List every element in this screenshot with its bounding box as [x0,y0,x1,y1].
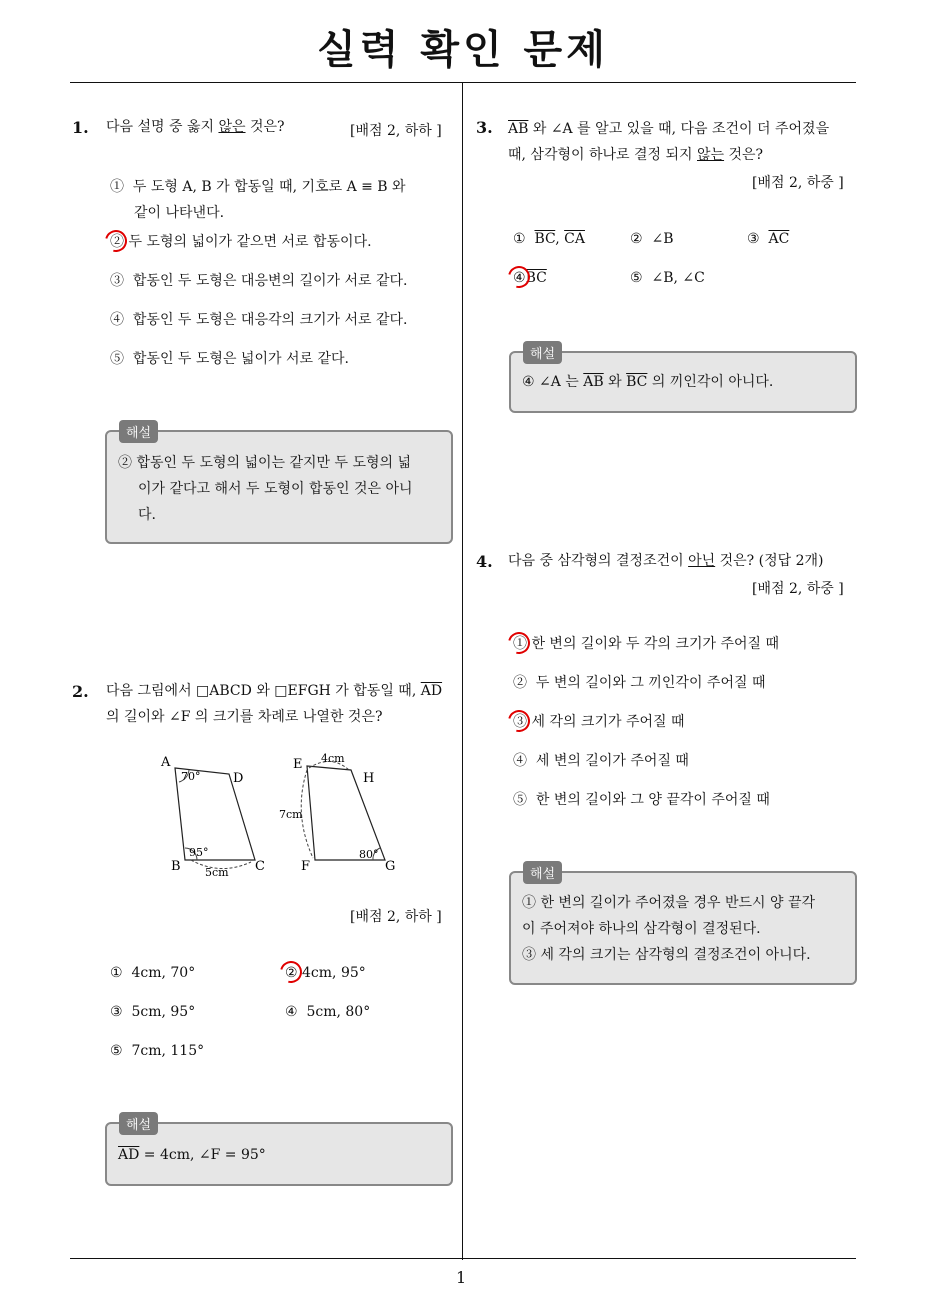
q3-option-3[interactable]: ③ $\overline{AC}$ [747,231,790,247]
q4-option-4[interactable]: ④ 세 변의 길이가 주어질 때 [513,753,689,769]
label-D: D [233,771,244,786]
q4-explanation-line-3: ③ 세 각의 크기는 삼각형의 결정조건이 아니다. [522,947,811,963]
label-B: B [171,859,181,874]
q1-explanation-line-3: 다. [138,507,156,523]
q2-option-1[interactable]: ① 4cm, 70° [110,965,196,981]
q2-figure [155,748,415,880]
angle-A-label: 70° [181,770,201,783]
column-divider [462,82,463,1260]
angle-B-label: 95° [189,846,209,859]
page-title: 실력 확인 문제 [317,27,609,73]
q1-option-1[interactable]: ① 두 도형 A, B 가 합동일 때, 기호로 A ≡ B 와 [110,179,406,195]
q3-option-2[interactable]: ② ∠B [630,231,674,247]
bottom-rule [70,1258,856,1259]
label-H: H [363,771,375,786]
q3-stem-line-1: $\overline{AB}$ 와 ∠A 를 알고 있을 때, 다음 조건이 더 주어졌을 [508,121,830,137]
q2-option-3[interactable]: ③ 5cm, 95° [110,1004,196,1020]
q4-option-5[interactable]: ⑤ 한 변의 길이와 그 양 끝각이 주어질 때 [513,792,770,808]
q2-option-2[interactable]: ② 4cm, 95° [285,965,366,981]
q3-score: [배점 2, 하중 ] [752,175,844,191]
q3-explanation-line-1: ④ ∠A 는 $\overline{AB}$ 와 $\overline{BC}$ 의 끼인각이 아니다. [522,374,774,390]
q3-option-1[interactable]: ① $\overline{BC}$, $\overline{CA}$ [513,231,585,247]
q1-explanation-tag: 해설 [119,420,158,443]
q2-number: 2. [72,682,89,701]
q1-stem: 다음 설명 중 옳지 않은 것은? [106,119,285,135]
label-C: C [255,859,265,874]
q2-stem-line-1: 다음 그림에서 □ABCD 와 □EFGH 가 합동일 때, $\overline{AD}$ [106,683,443,699]
q1-explanation-line-1: ② 합동인 두 도형의 넓이는 같지만 두 도형의 넓 [118,455,412,471]
q4-explanation-tag: 해설 [523,861,562,884]
length-EH-label: 4cm [321,752,345,765]
q2-score: [배점 2, 하하 ] [350,909,442,925]
q2-option-5[interactable]: ⑤ 7cm, 115° [110,1043,205,1059]
q4-explanation-line-1: ① 한 변의 길이가 주어졌을 경우 반드시 양 끝각 [522,895,816,911]
q4-option-1[interactable]: ① 한 변의 길이와 두 각의 크기가 주어질 때 [513,636,779,652]
q4-number: 4. [476,552,493,571]
label-F: F [301,859,311,874]
q1-option-1-cont: 같이 나타낸다. [134,205,225,221]
q4-score: [배점 2, 하중 ] [752,581,844,597]
q1-score: [배점 2, 하하 ] [350,123,442,139]
q4-option-2[interactable]: ② 두 변의 길이와 그 끼인각이 주어질 때 [513,675,766,691]
length-BC-label: 5cm [205,866,229,879]
q4-option-3[interactable]: ③ 세 각의 크기가 주어질 때 [513,714,685,730]
q1-explanation-line-2: 이가 같다고 해서 두 도형이 합동인 것은 아니 [138,481,413,497]
q4-explanation-line-2: 이 주어져야 하나의 삼각형이 결정된다. [522,921,761,937]
top-rule [70,82,856,83]
q2-option-4[interactable]: ④ 5cm, 80° [285,1004,371,1020]
q3-option-5[interactable]: ⑤ ∠B, ∠C [630,270,705,286]
q4-stem: 다음 중 삼각형의 결정조건이 아닌 것은? (정답 2개) [508,553,824,569]
q3-option-4[interactable]: $④\overline{BC}$ [513,270,547,286]
q1-option-3[interactable]: ③ 합동인 두 도형은 대응변의 길이가 서로 같다. [110,273,408,289]
q1-number: 1. [72,118,89,137]
page-number: 1 [456,1268,467,1287]
label-E: E [293,757,303,772]
label-G: G [385,859,396,874]
q2-stem-line-2: 의 길이와 ∠F 의 크기를 차례로 나열한 것은? [106,709,383,725]
q1-option-5[interactable]: ⑤ 합동인 두 도형은 넓이가 서로 같다. [110,351,349,367]
length-EF-label: 7cm [279,808,303,821]
label-A: A [161,755,171,770]
q2-explanation-line-1: $\overline{AD} = 4cm$, ∠F = 95° [118,1147,266,1163]
q1-option-4[interactable]: ④ 합동인 두 도형은 대응각의 크기가 서로 같다. [110,312,408,328]
q3-explanation-tag: 해설 [523,341,562,364]
q3-number: 3. [476,118,493,137]
q2-explanation-tag: 해설 [119,1112,158,1135]
angle-G-label: 80° [359,848,379,861]
q3-stem-line-2: 때, 삼각형이 하나로 결정 되지 않는 것은? [508,147,764,163]
q1-option-2[interactable]: ② 두 도형의 넓이가 같으면 서로 합동이다. [110,234,372,250]
